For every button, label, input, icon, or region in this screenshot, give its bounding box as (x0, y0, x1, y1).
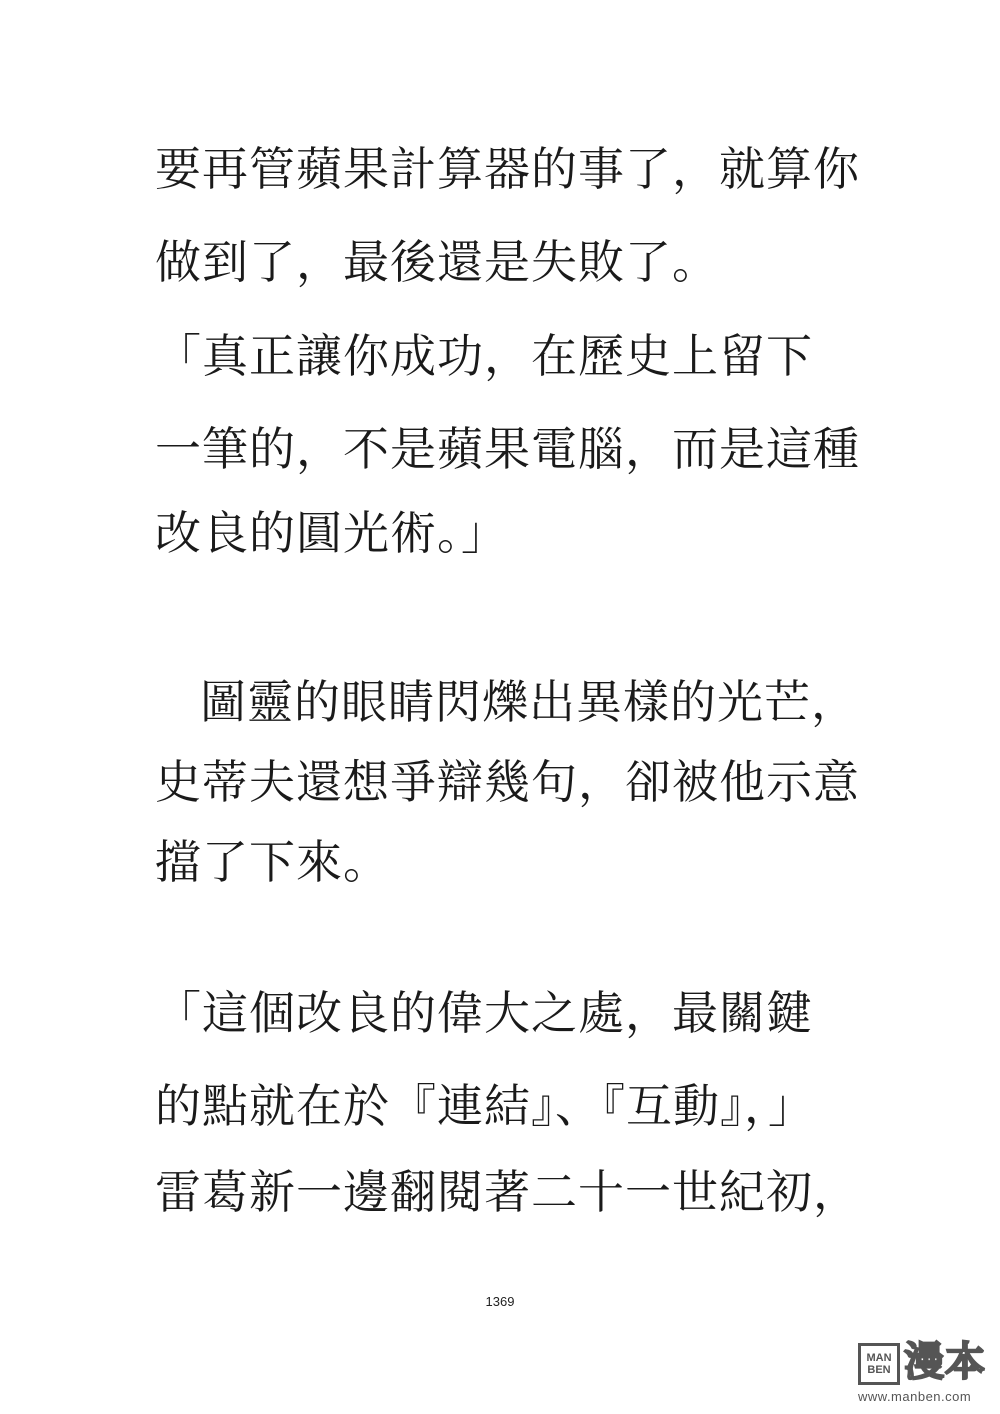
watermark-logo: MAN BEN (858, 1343, 900, 1385)
text-line: 的點就在於『連結』、『互動』，」 (155, 1079, 815, 1133)
page-number: 1369 (485, 1294, 515, 1309)
text-line: 「這個改良的偉大之處，最關鍵 (155, 986, 813, 1040)
text-line: 擋了下來。 (155, 835, 390, 889)
text-line: 要再管蘋果計算器的事了，就算你 (155, 142, 860, 196)
text-line: 做到了，最後還是失敗了。 (155, 235, 719, 289)
text-line: 改良的圓光術。」 (155, 506, 508, 560)
text-line: 「真正讓你成功，在歷史上留下 (155, 329, 813, 383)
text-line: 雷葛新一邊翻閱著二十一世紀初， (155, 1165, 860, 1219)
watermark-title: 漫本 (904, 1339, 986, 1385)
text-line: 圖靈的眼睛閃爍出異樣的光芒， (200, 675, 858, 729)
text-line: 一筆的，不是蘋果電腦，而是這種 (155, 422, 860, 476)
watermark-url: www.manben.com (858, 1389, 972, 1404)
text-line: 史蒂夫還想爭辯幾句，卻被他示意 (155, 755, 860, 809)
watermark (858, 1339, 993, 1407)
